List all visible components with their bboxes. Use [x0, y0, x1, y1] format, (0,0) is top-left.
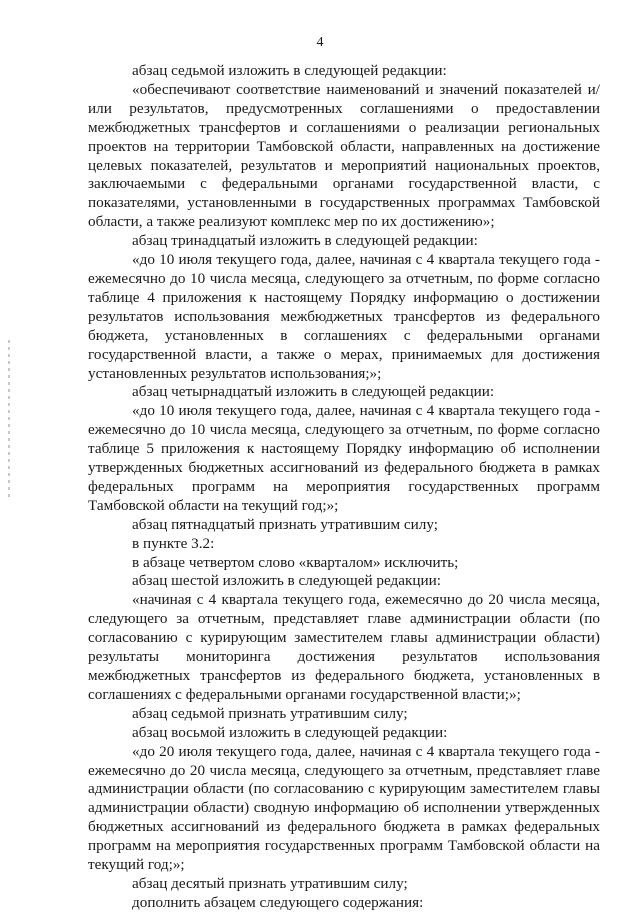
paragraph: в абзаце четвертом слово «кварталом» исключить;	[132, 553, 459, 571]
paragraph: дополнить абзацем следующего содержания:	[132, 893, 424, 911]
paragraph: абзац пятнадцатый признать утратившим силу;	[132, 515, 438, 533]
paragraph: в пункте 3.2:	[132, 534, 215, 552]
page-number: 4	[316, 35, 324, 50]
paragraph: абзац восьмой изложить в следующей редакции:	[132, 723, 448, 741]
paragraph: абзац четырнадцатый изложить в следующей редакции:	[132, 383, 495, 401]
paragraph: абзац седьмой изложить в следующей редакции:	[132, 62, 447, 79]
paragraph: «до 10 июля текущего года, далее, начиная с 4 квартала текущего года - ежемесячно до 10 числа месяца, следующего за отчетным, по форме согласно таблице 5 приложения к настоящему Порядку информацию об исполнении утвержденных бюджетных ассигнований из федерального бюджета в рамках федеральных программ на мероприятия государственных программ Тамбовской области на текущий год;»;	[88, 402, 600, 514]
paragraph: «до 20 июля текущего года, далее, начиная с 4 квартала текущего года - ежемесячно до 20 числа месяца, следующего за отчетным, представляет главе администрации области (по согласованию с курирующим заместителем главы администрации области) сводную информацию об исполнении утвержденных бюджетных ассигнований из федерального бюджета в рамках федеральных программ на мероприятия государственных программ Тамбовской области на текущий год;»;	[88, 742, 600, 874]
paragraph: «обеспечивают соответствие наименований и значений показателей и/или результатов, предусмотренных соглашениями о предоставлении межбюджетных трансфертов и соглашениями о реализации региональных проектов на территории Тамбовской области, направленных на достижение целевых показателей, результатов и мероприятий национальных проектов, заключаемыми с федеральными органами государственной власти, с показателями, установленными в государственных программах Тамбовской области, а также реализуют комплекс мер по их достижению»;	[88, 80, 600, 231]
paragraph: абзац тринадцатый изложить в следующей редакции:	[132, 232, 478, 250]
paragraph: абзац десятый признать утратившим силу;	[132, 874, 408, 892]
paragraph: абзац седьмой признать утратившим силу;	[132, 704, 408, 722]
paragraph: «начиная с 4 квартала текущего года, ежемесячно до 20 числа месяца, следующего за отчетным, представляет главе администрации области (по согласованию с курирующим заместителем главы администрации области) результаты мониторинга достижения результатов использования межбюджетных трансфертов из федерального бюджета, установленных в соглашениях с федеральными органами государственной власти;»;	[88, 591, 600, 703]
paragraph: «до 10 июля текущего года, далее, начиная с 4 квартала текущего года - ежемесячно до 10 числа месяца, следующего за отчетным, по форме согласно таблице 4 приложения к настоящему Порядку информацию о достижении результатов использования межбюджетных трансфертов из федерального бюджета, установленных в соглашениях с федеральными органами государственной власти, а также о мерах, принимаемых для достижения установленных результатов использования;»;	[88, 251, 600, 382]
document-body	[88, 62, 600, 913]
scan-margin-mark	[8, 340, 10, 500]
paragraph: абзац шестой изложить в следующей редакции:	[132, 572, 441, 590]
